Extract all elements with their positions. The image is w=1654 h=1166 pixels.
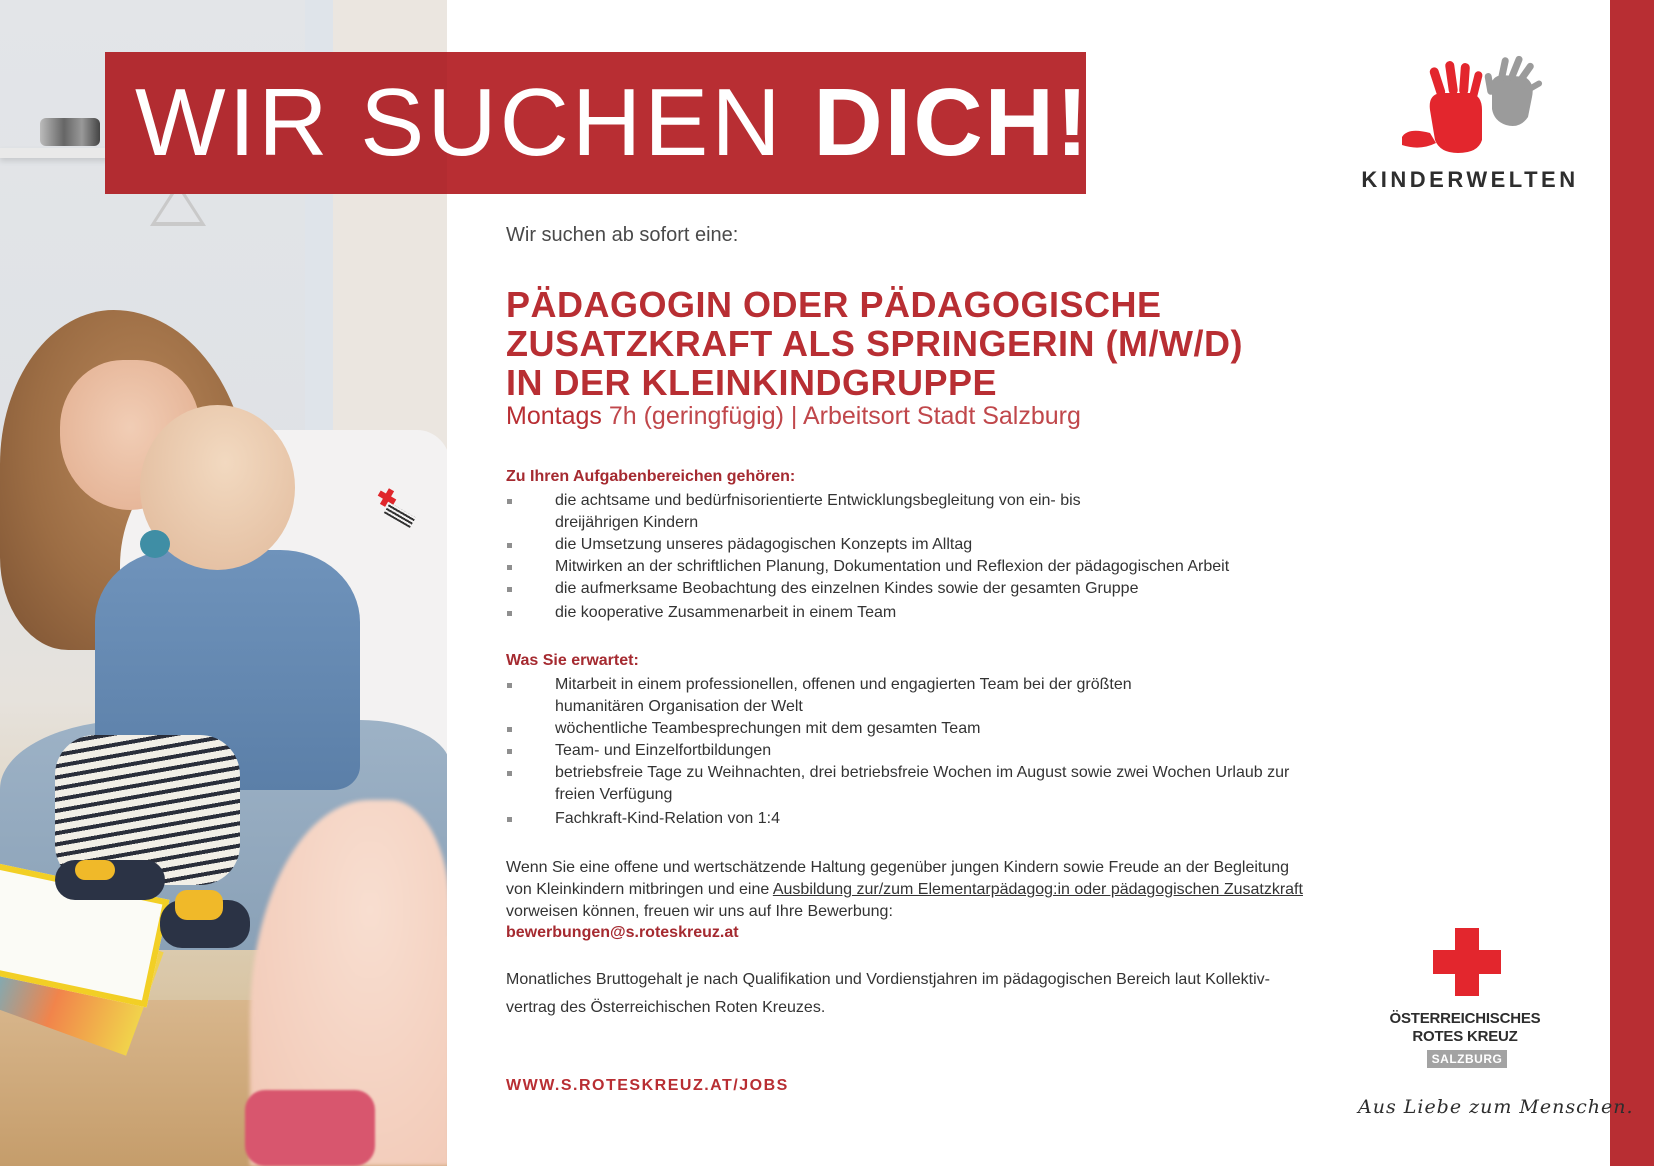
bullet-icon (507, 727, 512, 732)
salary-note (506, 966, 1270, 1022)
list-item (506, 762, 1289, 806)
job-title-line: IN DER KLEINKINDGRUPPE (506, 362, 998, 403)
bullet-icon (507, 683, 512, 688)
list-item-text: dreijährigen Kindern (555, 514, 699, 531)
photo-pacifier (140, 530, 170, 558)
rotes-kreuz-line: ÖSTERREICHISCHES (1389, 1010, 1541, 1027)
bullet-icon (507, 817, 512, 822)
bullet-icon (507, 749, 512, 754)
list-item (506, 578, 1229, 600)
list-item (506, 556, 1229, 578)
job-title (506, 285, 1243, 402)
qualification-link[interactable]: Ausbildung zur/zum Elementarpädagog:in oder pädagogischen Zusatzkraft (772, 881, 1303, 898)
intro-text: Wir suchen ab sofort eine: (506, 224, 739, 246)
photo-shoe-deco (175, 890, 223, 920)
list-item-text: wöchentliche Teambesprechungen mit dem gesamten Team (555, 720, 981, 737)
list-item-text: die Umsetzung unseres pädagogischen Konzepts im Alltag (555, 536, 973, 553)
offers-list (506, 674, 1289, 830)
red-cross-icon (1433, 928, 1501, 996)
closing-text: von Kleinkindern mitbringen und eine (506, 881, 773, 898)
headline-bold: DICH! (813, 69, 1090, 176)
slogan: Aus Liebe zum Menschen. (1358, 1096, 1634, 1118)
list-item-text: Mitarbeit in einem professionellen, offenen und engagierten Team bei der größten (555, 676, 1132, 693)
tasks-heading: Zu Ihren Aufgabenbereichen gehören: (506, 468, 796, 485)
list-item-text: freien Verfügung (555, 786, 673, 803)
kinderwelten-logo (1360, 55, 1580, 195)
rotes-kreuz-logo (1375, 928, 1555, 1066)
handprints-icon (1400, 55, 1550, 155)
bullet-icon (507, 587, 512, 592)
closing-line: vorweisen können, freuen wir uns auf Ihre Bewerbung: (506, 903, 893, 920)
bullet-icon (507, 499, 512, 504)
kinderwelten-label: KINDERWELTEN (1361, 167, 1579, 192)
salary-line: vertrag des Österreichischen Roten Kreuzes. (506, 999, 826, 1016)
headline-banner (105, 52, 1090, 194)
headline-light: WIR SUCHEN (135, 69, 784, 176)
list-item-text: Fachkraft-Kind-Relation von 1:4 (555, 810, 780, 827)
list-item-text: die aufmerksame Beobachtung des einzelnen Kindes sowie der gesamten Gruppe (555, 580, 1139, 597)
rotes-kreuz-name (1375, 1010, 1555, 1046)
closing-paragraph (506, 857, 1303, 923)
list-item (506, 740, 1289, 762)
region-badge: SALZBURG (1427, 1050, 1507, 1068)
list-item-text: Team- und Einzelfortbildungen (555, 742, 772, 759)
right-accent-bar (1610, 0, 1654, 1166)
closing-line: Wenn Sie eine offene und wertschätzende Haltung gegenüber jungen Kindern sowie Freude an der Begleitung (506, 859, 1290, 876)
list-item-text: die achtsame und bedürfnisorientierte Entwicklungsbegleitung von ein- bis (555, 492, 1081, 509)
bullet-icon (507, 611, 512, 616)
list-item (506, 602, 1229, 624)
salary-line: Monatliches Bruttogehalt je nach Qualifikation und Vordienstjahren im pädagogischen Bereich laut Kollektiv- (506, 971, 1271, 988)
job-title-line: PÄDAGOGIN ODER PÄDAGOGISCHE (506, 284, 1162, 325)
list-item-text: Mitwirken an der schriftlichen Planung, Dokumentation und Reflexion der pädagogischen Arbeit (555, 558, 1230, 575)
application-email-link[interactable]: bewerbungen@s.roteskreuz.at (506, 924, 739, 941)
schedule-detail: 7h (geringfügig) | Arbeitsort Stadt Salzburg (608, 402, 1081, 430)
bullet-icon (507, 565, 512, 570)
schedule-day: Montags (506, 402, 602, 430)
website-link[interactable]: WWW.S.ROTESKREUZ.AT/JOBS (506, 1077, 789, 1094)
list-item-text: humanitären Organisation der Welt (555, 698, 803, 715)
job-title-line: ZUSATZKRAFT ALS SPRINGERIN (M/W/D) (506, 323, 1243, 364)
list-item (506, 674, 1289, 718)
list-item (506, 490, 1229, 534)
rotes-kreuz-line: ROTES KREUZ (1412, 1028, 1518, 1045)
list-item (506, 534, 1229, 556)
tasks-list (506, 490, 1229, 624)
bullet-icon (507, 771, 512, 776)
job-schedule (506, 402, 1081, 431)
photo-radio (40, 118, 100, 146)
headline (135, 69, 1090, 176)
bullet-icon (507, 543, 512, 548)
photo-shelf (0, 148, 120, 158)
offers-heading: Was Sie erwartet: (506, 652, 639, 669)
list-item-text: betriebsfreie Tage zu Weihnachten, drei betriebsfreie Wochen im August sowie zwei Wochen Urlaub zur (555, 764, 1290, 781)
list-item (506, 808, 1289, 830)
photo-toddler-sock (245, 1090, 375, 1166)
list-item (506, 718, 1289, 740)
list-item-text: die kooperative Zusammenarbeit in einem Team (555, 604, 897, 621)
photo-shoe-deco (75, 860, 115, 880)
closing-line (506, 879, 1303, 901)
